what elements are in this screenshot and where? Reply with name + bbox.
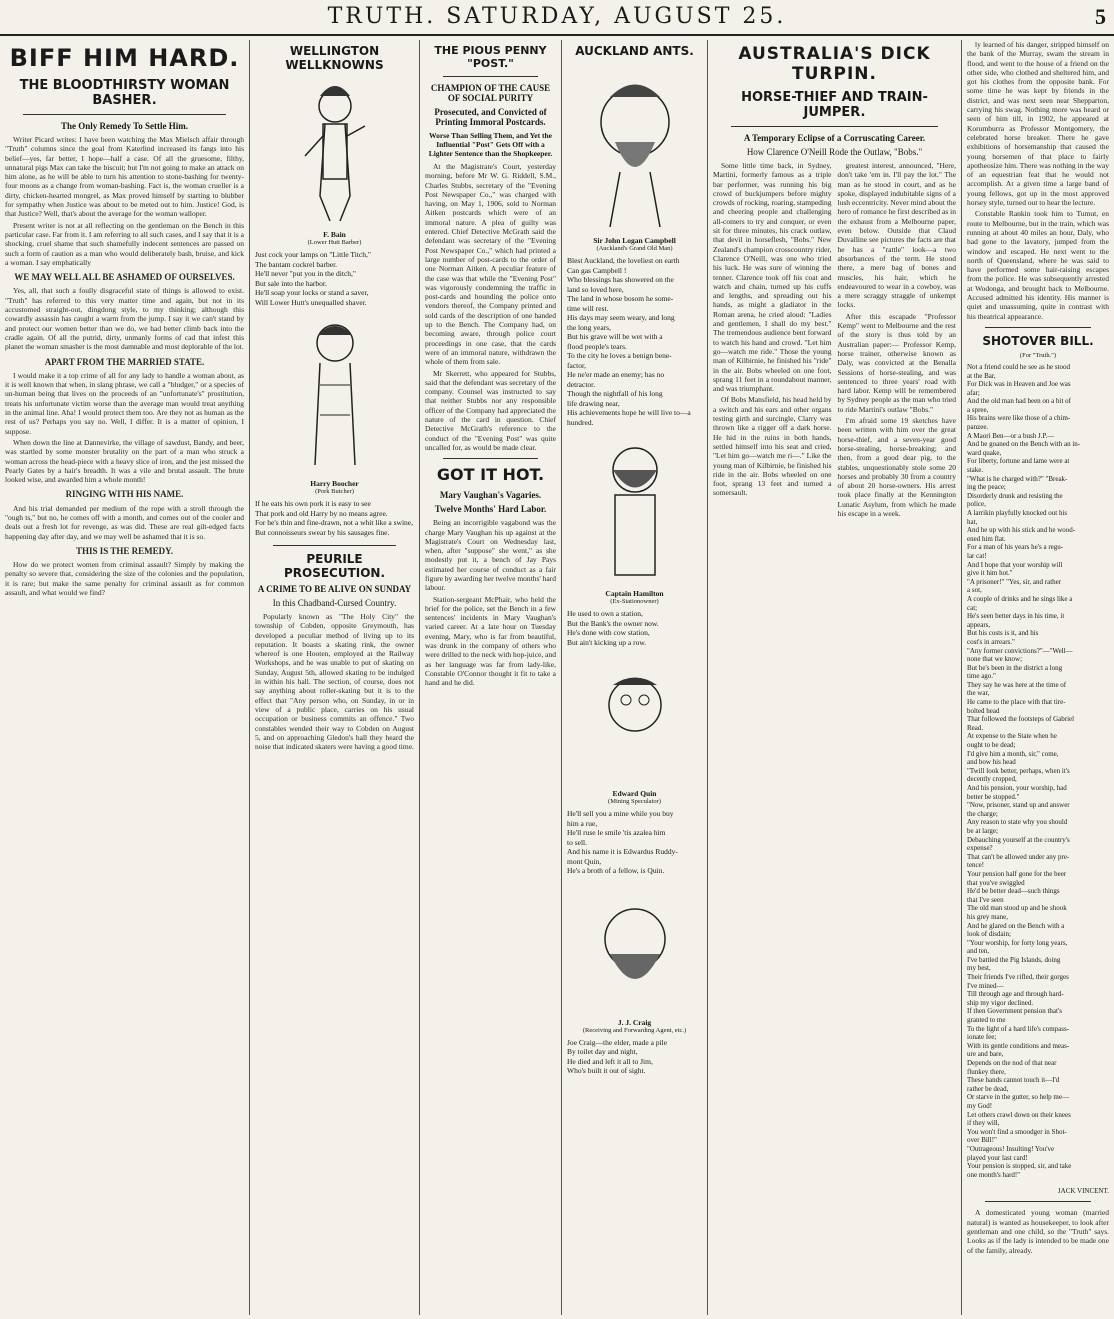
verse-line: cat; bbox=[967, 603, 978, 612]
verse-line: his grey mane, bbox=[967, 912, 1009, 921]
headline-got-it-hot: GOT IT HOT. bbox=[436, 465, 545, 485]
verse-line: If then Government pension that's bbox=[967, 1007, 1062, 1016]
paragraph: And his trial demanded per medium of the rope with a stroll through the "ough ts," but no, he comes off with a month, and comes out of the cooler and deals out a fresh lot for revenge, as was did. These are real gilt-edged facts happening day after day, and we may well be ashamed that it is so. bbox=[5, 503, 244, 541]
caption-role: (Receiving and Forwarding Agent, etc.) bbox=[582, 1026, 687, 1034]
verse-line: The old man stood up and he shook bbox=[967, 904, 1067, 913]
verse-line: ought to be dead; bbox=[967, 741, 1016, 750]
verse-line: But his costs is it, and his bbox=[967, 629, 1039, 638]
verse-line: And I hope that your worship will bbox=[967, 560, 1063, 569]
verse-line: lar cat! bbox=[967, 551, 987, 560]
verse-line: Who blessings has showered on the bbox=[567, 275, 674, 284]
verse-line: rather be dead, bbox=[967, 1084, 1009, 1093]
caricature-craig-icon bbox=[585, 884, 685, 1014]
verse-line: And he up with his stick and he wood- bbox=[967, 526, 1076, 535]
paragraph: Present writer is not at all reflecting on the gentleman on the Bench in this particular case. Far from it. I am referring to all such cases, and I say that it is a shocking, cruel shame that such shamefully indecent sentences are passed on such a form of caution as a man who would deliberately bash, bruise, and kick a woman. I say emphatically bbox=[5, 220, 244, 267]
article-body bbox=[425, 162, 556, 452]
deck-champion: CHAMPION OF THE CAUSE OF SOCIAL PURITY bbox=[430, 83, 551, 103]
verse-line: He's done with cow station, bbox=[567, 628, 650, 637]
verse-line: You won't find a smoodger in Shot- bbox=[967, 1127, 1067, 1136]
article-body bbox=[255, 612, 414, 751]
poem-shotover bbox=[967, 363, 1109, 1179]
masthead bbox=[0, 0, 1114, 36]
verse-line: He died and left it all to Jim, bbox=[567, 1056, 653, 1066]
caption-name: Captain Hamilton bbox=[605, 589, 664, 598]
verse-boocher bbox=[255, 499, 414, 537]
poem-author: JACK VINCENT. bbox=[1057, 1187, 1109, 1196]
caption-role: (Mining Speculator) bbox=[608, 798, 661, 805]
verse-line: to sell. bbox=[567, 837, 587, 847]
verse-line: He's seen better days in his time, it bbox=[967, 612, 1065, 621]
verse-line: He'd be better dead—such things bbox=[967, 887, 1060, 896]
verse-line: none that we know; bbox=[967, 655, 1023, 664]
verse-line: granted to me bbox=[967, 1016, 1006, 1025]
verse-line: decently cropped, bbox=[967, 775, 1017, 784]
verse-line: over Bill!" bbox=[967, 1136, 997, 1145]
verse-line: These hands cannot touch it—I'd bbox=[967, 1076, 1060, 1085]
column-shotover bbox=[962, 40, 1114, 1315]
caption-name: Edward Quin bbox=[612, 789, 657, 798]
verse-line: By toilet day and night, bbox=[567, 1047, 638, 1056]
verse-line: the long years, bbox=[567, 322, 611, 332]
paragraph: Being an incorrigible vagabond was the charge Mary Vaughan his up against at the Magistrate's Court on Wednesday last, when, after "suppose" she went," as she modestly put it, a bench of Jay Pays estimated her course of conduct as a fair figure by awarding her twelve months' hard labour. bbox=[425, 518, 556, 593]
paragraph: I'm afraid some 19 sketches have been written with him over the great horse-thief, and a seven-year good horse-stealing, horse-breaking; and then, from a good dear pig, to the stables, unquestionably stole some 20 horses and probably 30 from a country of about 20 horse-owners. His arrest took place finally at the Kennington Lunatic Asylum, from which he made his escape in a week. bbox=[837, 416, 956, 518]
verse-line: played your last card! bbox=[967, 1153, 1028, 1162]
article-body bbox=[967, 1208, 1109, 1254]
paragraph: greatest interest, announced, "Here, don't take 'em in. I'll pay the lot." The man as he stood in court, and as he spoke, displayed indubitable signs of a lush eccentricity. Never mind about the hero of romance he first described as in the exhaust from a Melbourne paper, even below. Outside that Claud Duvalline see pictures the facts are that he has a "rattle" look—a two absorbances of the term. He stood there, a mere bag of bones and muscles, his hair, which he endeavoured to wear in a cowboy, was a mere scraggy straggle of unkempt locks. bbox=[837, 161, 956, 310]
headline-pious: THE PIOUS PENNY "POST." bbox=[434, 44, 547, 70]
verse-line: and ten, bbox=[967, 947, 990, 956]
verse-line: police, bbox=[967, 500, 986, 509]
deck-prosecuted: Prosecuted, and Convicted of Printing Immoral Postcards. bbox=[434, 107, 547, 127]
verse-line: ing the peace; bbox=[967, 483, 1006, 492]
verse-line: a sot, bbox=[967, 586, 982, 595]
verse-line: For Dick was in Heaven and Joe was bbox=[967, 380, 1071, 389]
verse-line: tence! bbox=[967, 861, 985, 870]
section-heading: APART FROM THE MARRIED STATE. bbox=[44, 356, 205, 367]
verse-line: "A prisoner!" "Yes, sir, and rather bbox=[967, 577, 1062, 586]
caricature-campbell-icon bbox=[580, 62, 690, 232]
section-heading: RINGING WITH HIS NAME. bbox=[65, 489, 184, 500]
verse-line: flunkey there, bbox=[967, 1067, 1006, 1076]
verse-line: look of disdain; bbox=[967, 930, 1011, 939]
verse-line: But he's been in the district a long bbox=[967, 663, 1063, 672]
verse-line: He used to own a station, bbox=[567, 609, 643, 618]
verse-line: His achievements hope he will live to—a bbox=[567, 408, 691, 417]
paragraph: I would make it a top crime of all for any lady to handle a woman about, as it is well known that when, in slang phrase, we call a "bludger," or a species of un-human being that lives on the proceeds of an "unfortunate's" prostitution, treats his unfortunate victim worse than the average man would treat anything in the animal line. Aha! I would protect them too. Are they not as human as the rest of us? Perhaps you say no. Well, I differ. It is a matter of opinion, I suppose. bbox=[5, 370, 244, 436]
deck-mary: Mary Vaughan's Vagaries. bbox=[439, 490, 542, 501]
verse-line: But ain't kicking up a row. bbox=[567, 637, 647, 647]
verse-line: time will rest. bbox=[567, 303, 609, 313]
masthead-title: TRUTH. SATURDAY, AUGUST 25. bbox=[327, 4, 787, 29]
verse-line: "Your worship, for forty long years, bbox=[967, 938, 1068, 947]
poem-credit: (For "Truth.") bbox=[1019, 351, 1057, 359]
verse-line: "Any former convictions?"—"Well— bbox=[967, 646, 1073, 655]
verse-line: He's a broth of a fellow, is Quin. bbox=[567, 866, 665, 875]
verse-line: That can't be allowed under any pre- bbox=[967, 852, 1070, 861]
verse-line: ure and bare, bbox=[967, 1050, 1004, 1059]
verse-line: At expense to the State when he bbox=[967, 732, 1057, 741]
verse-line: Who's built it out of sight. bbox=[567, 1066, 646, 1075]
caricature-quin-icon bbox=[585, 655, 685, 785]
deck-chadband: In this Chadband-Cursed Country. bbox=[272, 598, 397, 608]
subhead-woman-basher: THE BLOODTHIRSTY WOMAN BASHER. bbox=[19, 78, 230, 108]
verse-line: The land in whose bosom he some- bbox=[567, 294, 674, 303]
verse-campbell bbox=[567, 256, 702, 427]
verse-line: A Maori Ben—or a bush J.P.— bbox=[967, 431, 1055, 440]
verse-line: Their friends I've rifled, their gorges bbox=[967, 973, 1069, 982]
verse-line: And his name it is Edwardus Ruddy- bbox=[567, 847, 678, 856]
verse-line: His brains were like those of a chim- bbox=[967, 414, 1071, 423]
divider bbox=[273, 545, 396, 546]
verse-line: That followed the footsteps of Gabriel bbox=[967, 715, 1075, 724]
verse-line: one month's hard!" bbox=[967, 1170, 1021, 1179]
verse-line: They say he was here at the time of bbox=[967, 680, 1067, 689]
verse-line: "Outrageous! Insulting! You've bbox=[967, 1144, 1055, 1153]
divider bbox=[731, 126, 938, 127]
verse-line: He'll sell you a mine while you buy bbox=[567, 809, 674, 818]
verse-line: the charge; bbox=[967, 809, 998, 818]
verse-line: To the light of a hard life's compass- bbox=[967, 1024, 1070, 1033]
verse-line: The bantam cockrel barber. bbox=[255, 259, 338, 269]
divider bbox=[985, 1201, 1091, 1202]
section-heading: WE MAY WELL ALL BE ASHAMED OF OURSELVES. bbox=[14, 272, 235, 283]
subhead-horse-thief: HORSE-THIEF AND TRAIN-JUMPER. bbox=[741, 90, 928, 120]
verse-line: that I've seen bbox=[967, 895, 1004, 904]
verse-line: my best, bbox=[967, 964, 991, 973]
deck-sunday: A CRIME TO BE ALIVE ON SUNDAY bbox=[257, 584, 412, 594]
deck-eclipse: A Temporary Eclipse of a Corruscating Career. bbox=[743, 133, 926, 143]
verse-line: Will Lower Hutt's unequalled shaver. bbox=[255, 297, 367, 307]
verse-line: Till through age and through hard- bbox=[967, 990, 1064, 999]
caption-role: (Ex-Stationowner) bbox=[610, 598, 659, 605]
paragraph: Station-sergeant McPhair, who held the brief for the police, set the Bench in a few sentences' incidents in Mary Vaughan's varied career. At a late hour on Tuesday evening, Mary, who is far from beautiful, was drunk in the company of others who were drilled to the neck with hop-juice, and as her language was far from lady-like, Constable O'Connor thought it fit to take a hand and he did. bbox=[425, 594, 556, 688]
verse-line: hundred. bbox=[567, 417, 594, 427]
verse-line: better be stopped." bbox=[967, 792, 1020, 801]
verse-line: be at large; bbox=[967, 826, 998, 835]
verse-line: His days may seem weary, and long bbox=[567, 313, 675, 322]
divider bbox=[23, 114, 226, 115]
headline-biff: BIFF HIM HARD. bbox=[9, 44, 240, 72]
column-auckland-ants bbox=[562, 40, 708, 1315]
verse-line: For liberty, fortune and lame were at bbox=[967, 457, 1070, 466]
verse-line: expense? bbox=[967, 844, 993, 853]
verse-line: factor, bbox=[567, 360, 587, 370]
verse-line: And his pension, your worship, had bbox=[967, 784, 1067, 792]
paragraph: Yes, all, that such a foully disgraceful state of things is allowed to exist. "Truth" has referred to this very matter time and again, but not in its accustomed straight-out, dingdong style, to my thinking; although this cowardly assassin has caught a warm from the jump. I say it we can't stand by and protect our women better than we do, we had better climb back into the cradle again. Of all the putrid, dirty, unmanly forms of cad that infest this planet the woman smasher is the most damnable and most deplorable of the lot. bbox=[5, 286, 244, 352]
verse-bain bbox=[255, 250, 414, 307]
verse-line: if they will, bbox=[967, 1119, 1000, 1128]
verse-line: stake. bbox=[967, 466, 984, 475]
verse-line: And he glared on the Bench with a bbox=[967, 921, 1065, 930]
verse-line: A larrikin playfully knocked out his bbox=[967, 509, 1068, 517]
verse-line: Joe Craig—the elder, made a pile bbox=[567, 1037, 668, 1047]
caption-name: Harry Boocher bbox=[310, 479, 359, 488]
verse-line: He'll soap your locks or stand a saver, bbox=[255, 288, 369, 297]
column-biff-him-hard bbox=[0, 40, 250, 1315]
verse-line: But connoisseurs swear by his sausages fine. bbox=[255, 527, 390, 537]
verse-line: And he goaned on the Bench with an in- bbox=[967, 440, 1081, 449]
section-heading: THIS IS THE REMEDY. bbox=[75, 545, 174, 556]
verse-line: the war, bbox=[967, 689, 990, 698]
verse-line: ionate fee; bbox=[967, 1033, 997, 1042]
deck-twelve: Twelve Months' Hard Labor. bbox=[434, 504, 547, 515]
article-body bbox=[967, 40, 1109, 321]
paragraph: How do we protect women from criminal assault? Simply by making the penalty so severe that, considering the size of the colonies and the population, it is rare; but make the same penalty for criminal assault as for common assault, and what would we find? bbox=[5, 560, 244, 598]
verse-line: Can gas Campbell ! bbox=[567, 265, 627, 275]
verse-line: ened him flat. bbox=[967, 534, 1006, 543]
article-body bbox=[713, 161, 832, 520]
verse-line: ship my vigor declined. bbox=[967, 998, 1034, 1007]
verse-line: land so loved here, bbox=[567, 284, 624, 294]
column-pious-penny bbox=[420, 40, 562, 1315]
caricature-hamilton-icon bbox=[585, 435, 685, 585]
verse-line: But the Bank's the owner now. bbox=[567, 618, 659, 628]
verse-line: at the Bar, bbox=[967, 371, 996, 380]
verse-line: appears, bbox=[967, 620, 991, 629]
verse-hamilton bbox=[567, 609, 702, 647]
deck-bobs: How Clarence O'Neill Rode the Outlaw, "Bobs." bbox=[746, 147, 923, 157]
verse-line: He'll ruse le smile 'tis azalea him bbox=[567, 828, 666, 837]
paragraph: After this escapade "Professor Kemp" went to Melbourne and the rest of the story is thus told by an Australian paper:— Professor Kemp, horse trainer, otherwise known as Daly, was convicted at the Benalla Sessions of horse-stealing, and was sentenced to three years' road with hard labor. Kemp will be remembered by Sydney people as the man who tried to ride Martini's outlaw "Bobs." bbox=[837, 311, 956, 414]
paragraph: At the Magistrate's Court, yesterday morning, before Mr W. G. Riddell, S.M., Charles Stubbs, secretary of the "Evening Post Newspaper Co.," was charged with having, on May 1, 1906, sold to Norman Aitken postcards which were of an immoral nature. A plea of guilty was entered. Chief Detective McGrath said the defendant was secretary of the "Evening Post Newspaper Co.," which had printed a large number of post-cards to the order of one Norman Aitken. A peculiar feature of the case was that while the "Evening Post" was vigorously condemning the traffic in post-cards and hounding the police onto vendors thereof, the Company printed and sold cards of the description of one handed up to the Bench. The Company had, on becoming aware, through police court proceedings in one case, that the cards were of an immoral nature, withdrawn the whole of them from sale. bbox=[425, 162, 556, 367]
verse-line: "What is he charged with?" "Break- bbox=[967, 474, 1068, 483]
verse-line: hat, bbox=[967, 517, 978, 526]
verse-line: If he eats his own pork it is easy to see bbox=[255, 499, 371, 508]
verse-line: I've battled the Pig Islands, doing bbox=[967, 955, 1061, 964]
verse-line: I've mined— bbox=[967, 981, 1004, 990]
caricature-boocher-icon bbox=[290, 315, 380, 475]
paragraph: ly learned of his danger, stripped himself on the bank of the Murray, swam the stream in flood, and went to the house of a friend on the other side, who clothed and sheltered him, and got his clothes from the opposite bank. For some time he was kept by friends in the district, and was next seen near Shepparton, carrying his swag. Nothing more was heard or seen of him till, in 1902, he appeared at Korumburra as Professor Montgomery, the celebrated horse breaker. There he gave exhibitions of horsemanship that caused the young horsemen of that place to fairly apotheosize him. There was nothing in the way of an equestrian feat that he would not accomplish. At a given time a large band of young fellows, got up in the most approved horsey style, turned out to hear the lecture. bbox=[967, 40, 1109, 208]
verse-line: I'd give him a month, sir," come, bbox=[967, 749, 1059, 758]
verse-line: Blest Auckland, the loveliest on earth bbox=[567, 256, 680, 265]
article-body bbox=[425, 518, 556, 687]
divider bbox=[985, 327, 1091, 328]
paragraph: Mr Skerrett, who appeared for Stubbs, said that the defendant was secretary of the company. Counsel was instructed to say that neither Stubbs nor any responsible officer of the Company had appreciated the nature of the card in question. Chief Detective McGrath's reference to the conduct of the "Evening Post" was quite uncalled for, as would be made clear. bbox=[425, 368, 556, 452]
verse-line: mont Quin, bbox=[567, 856, 602, 866]
paragraph: Constable Rankin took him to Tumut, en route to Melbourne, but in the train, which was running at about 40 miles an hour, Daly, who had gone to the lavatory, jumped from the window and escaped. He next went to the north of Queensland, where he was said to have performed some hair-raising escapes from the police. He was subsequently arrested at Wodonga, and brought back to Melbourne. Accused admitted his identity. His manner is quiet and unassuming, quite in contrast with his theatrical appearance. bbox=[967, 209, 1109, 321]
verse-line: time ago." bbox=[967, 672, 996, 681]
headline-turpin: AUSTRALIA'S DICK TURPIN. bbox=[738, 44, 931, 84]
caricature-bain-icon bbox=[290, 76, 380, 226]
verse-line: For a man of his years he's a regu- bbox=[967, 543, 1064, 552]
verse-line: and bow his head bbox=[967, 758, 1016, 767]
verse-line: Let others crawl down on their knees bbox=[967, 1110, 1071, 1119]
divider bbox=[443, 76, 538, 77]
deck-worse: Worse Than Selling Them, and Yet the Influential "Post" Gets Off with a Lighter Sentence than the Shopkeeper. bbox=[428, 131, 553, 158]
article-body bbox=[838, 161, 957, 520]
verse-line: bolted head bbox=[967, 706, 1000, 715]
paragraph: Of Bobs Mansfield, his head held by a switch and his ears and other organs testing girth and surcingle, Clarry was thrown like a rigger off a dark horse. He hid in the ruins in both hands, settled himself into his seat and cried, "Let him go—watch me ri—." Like the young man of Kilbirnie, he finished his ride in the air. Bobs wheeled on one foot, sprang 13 feet and turned a somersault. bbox=[713, 395, 832, 498]
verse-line: Any reason to state why you should bbox=[967, 818, 1068, 827]
verse-line: detractor. bbox=[567, 379, 596, 389]
verse-line: But sale into the harbor. bbox=[255, 278, 327, 288]
verse-line: Not a friend could he see as he stood bbox=[967, 362, 1071, 371]
paragraph: When down the line at Dannevirke, the village of sawdust, Bandy, and beer, was startled by some monster brutality on the part of a man who struck a woman across the head-piece with a heavy slice of iron, and the jest missed the Pearly Gates by a hair's breadth. It was a vile and brutal assault. The brute looked wise, and awarded him a whole month! bbox=[5, 437, 244, 485]
deck-remedy: The Only Remedy To Settle Him. bbox=[60, 121, 188, 131]
verse-line: Read. bbox=[967, 723, 984, 732]
verse-line: He'll never "put you in the ditch," bbox=[255, 269, 356, 278]
verse-line: that you've swiggled bbox=[967, 878, 1025, 887]
page-number: 5 bbox=[1095, 4, 1106, 29]
column-dick-turpin bbox=[708, 40, 962, 1315]
verse-line: Debauching yourself at the country's bbox=[967, 835, 1070, 844]
paragraph: Some little time back, in Sydney, Martini, formerly famous as a triple bar performer, was running his big crowd of buckjumpers before mighty crowds of rocking, roaring, stampeding and cheering people and challenging all-comers to try and conquer, or even sit for three minutes, his crack outlaw, that devil in horseflesh, "Bobs." New Zealand's champion crosscountry rider, Clarence O'Neill, was one who tried his luck. He was sure of winning the tenner. Clarence took off his coat and watch and chain, turned up his cuffs and lengths, and spreading out his hands, as might a gladiator in the Roman arena, he cried aloud: "Ladies and gentlemen, I shall do my best." The tremendous audience bent forward to watch his hand and crowd. "Let him go—watch me ride." Those the young man of Kilbirnie, he finished his "ride" in the air. Bobs wheeled on one foot, sprang 11 feet in a roundabout manner, and was triumphant. bbox=[713, 161, 832, 394]
verse-line: Your pension is stopped, sir, and take bbox=[967, 1162, 1072, 1171]
verse-line: a spree, bbox=[967, 405, 989, 414]
verse-line: my God! bbox=[967, 1101, 993, 1110]
verse-line: life drawing near, bbox=[567, 398, 620, 408]
verse-line: flood people's tears. bbox=[567, 341, 627, 351]
verse-craig bbox=[567, 1038, 702, 1076]
verse-line: He came to the place with that tire- bbox=[967, 698, 1066, 707]
verse-line: To the city he loves a benign bene- bbox=[567, 351, 672, 360]
divider bbox=[443, 458, 538, 459]
headline-auckland: AUCKLAND ANTS. bbox=[575, 44, 694, 58]
verse-line: "Twill look better, perhaps, when it's bbox=[967, 766, 1070, 775]
verse-line: give it him hot." bbox=[967, 569, 1013, 578]
verse-line: Your pension half gone for the beer bbox=[967, 869, 1067, 878]
article-body bbox=[5, 135, 244, 597]
caption-role: (Pork Butcher) bbox=[315, 488, 354, 495]
verse-line: afar; bbox=[967, 388, 980, 397]
headline-wellington: WELLINGTON WELLKNOWNS bbox=[285, 44, 384, 72]
verse-line: A couple of drinks and he sings like a bbox=[967, 594, 1073, 603]
verse-line: "Now, prisoner, stand up and answer bbox=[967, 801, 1070, 810]
verse-line: him a rue, bbox=[567, 818, 598, 828]
caption-name: Sir John Logan Campbell bbox=[593, 236, 676, 245]
verse-quin bbox=[567, 809, 702, 876]
headline-peurile: PEURILE PROSECUTION. bbox=[283, 552, 386, 580]
verse-line: That pork and old Harry by no means agree. bbox=[255, 508, 388, 518]
column-wellington bbox=[250, 40, 420, 1315]
verse-line: Though the nightfall of his long bbox=[567, 389, 663, 398]
verse-line: cost's in arrears." bbox=[967, 637, 1015, 646]
verse-line: ward quake, bbox=[967, 448, 1002, 457]
caption-role: (Auckland's Grand Old Man) bbox=[596, 245, 673, 252]
verse-line: And the old man had been on a bit of bbox=[967, 397, 1072, 406]
paragraph: A domesticated young woman (married natural) is wanted as housekeeper, to look after gentleman and one child, so the "Truth" says. Looks as if the lady is intended to be made one of the family, already. bbox=[967, 1208, 1109, 1255]
caption-name: F. Bain bbox=[323, 230, 346, 239]
verse-line: For he's thin and fine-drawn, not a whit like a swine, bbox=[255, 518, 413, 527]
verse-line: Depends on the nod of that near bbox=[967, 1059, 1057, 1067]
verse-line: He ne'er made an enemy; has no bbox=[567, 370, 665, 379]
verse-line: Or starve in the gutter, so help me— bbox=[967, 1093, 1069, 1102]
headline-shotover: SHOTOVER BILL. bbox=[982, 333, 1094, 348]
caption-role: (Lower Hutt Barber) bbox=[307, 239, 362, 246]
verse-line: But his grave will be wet with a bbox=[567, 332, 663, 341]
paragraph: Writer Picard writes: I have been watching the Max Mielsch affair through "Truth" columns since the goal from Katerlind increased its fangs into his belief—yes, far better, I hope—half a case. Of all the gruesome, filthy, unnatural pigs Max can take the biscuit; but I'm not going to make an attack on him alone, as he will be able to turn his attention to stone-bashing for twenty-four moons as a change from woman-bashing. Fact is, the woman crueller is a dirty, chicken-hearted mongrel, as Max proved himself by starting to blubber for sympathy when Justice was about to be meted out to him. Justice! God, is that Justice? Well, that's about the average for the woman walloper. bbox=[5, 135, 244, 219]
article-columns bbox=[713, 161, 956, 520]
paragraph: Popularly known as "The Holy City" the township of Cobden, opposite Greymouth, has developed a peculiar method of living up to its reputation. It boasts a skating rink, the owner whereof is one Hooten, employed at the Railway Workshops, and he was unable to put of skating on Sunday, August 5th, allowed skating to be indulged in within his hall. The section, of course, does not say anything about roller-skating but it is to the effect that "Any person who, on Sunday, in or in view of a public place, carries on his usual occupation or business commits an offence." Two constables wended their way to Cobden on August 5, and on approaching Gledon's hall they heard the noise that indicated skaters were having a good time. bbox=[255, 612, 414, 752]
verse-line: Just cock your lamps on "Little Titch," bbox=[255, 250, 371, 259]
verse-line: panzee. bbox=[967, 423, 989, 432]
verse-line: Disorderly drunk and resisting the bbox=[967, 491, 1063, 500]
verse-line: With its gentle conditions and meas- bbox=[967, 1041, 1070, 1050]
caption-name: J. J. Craig bbox=[617, 1017, 652, 1027]
